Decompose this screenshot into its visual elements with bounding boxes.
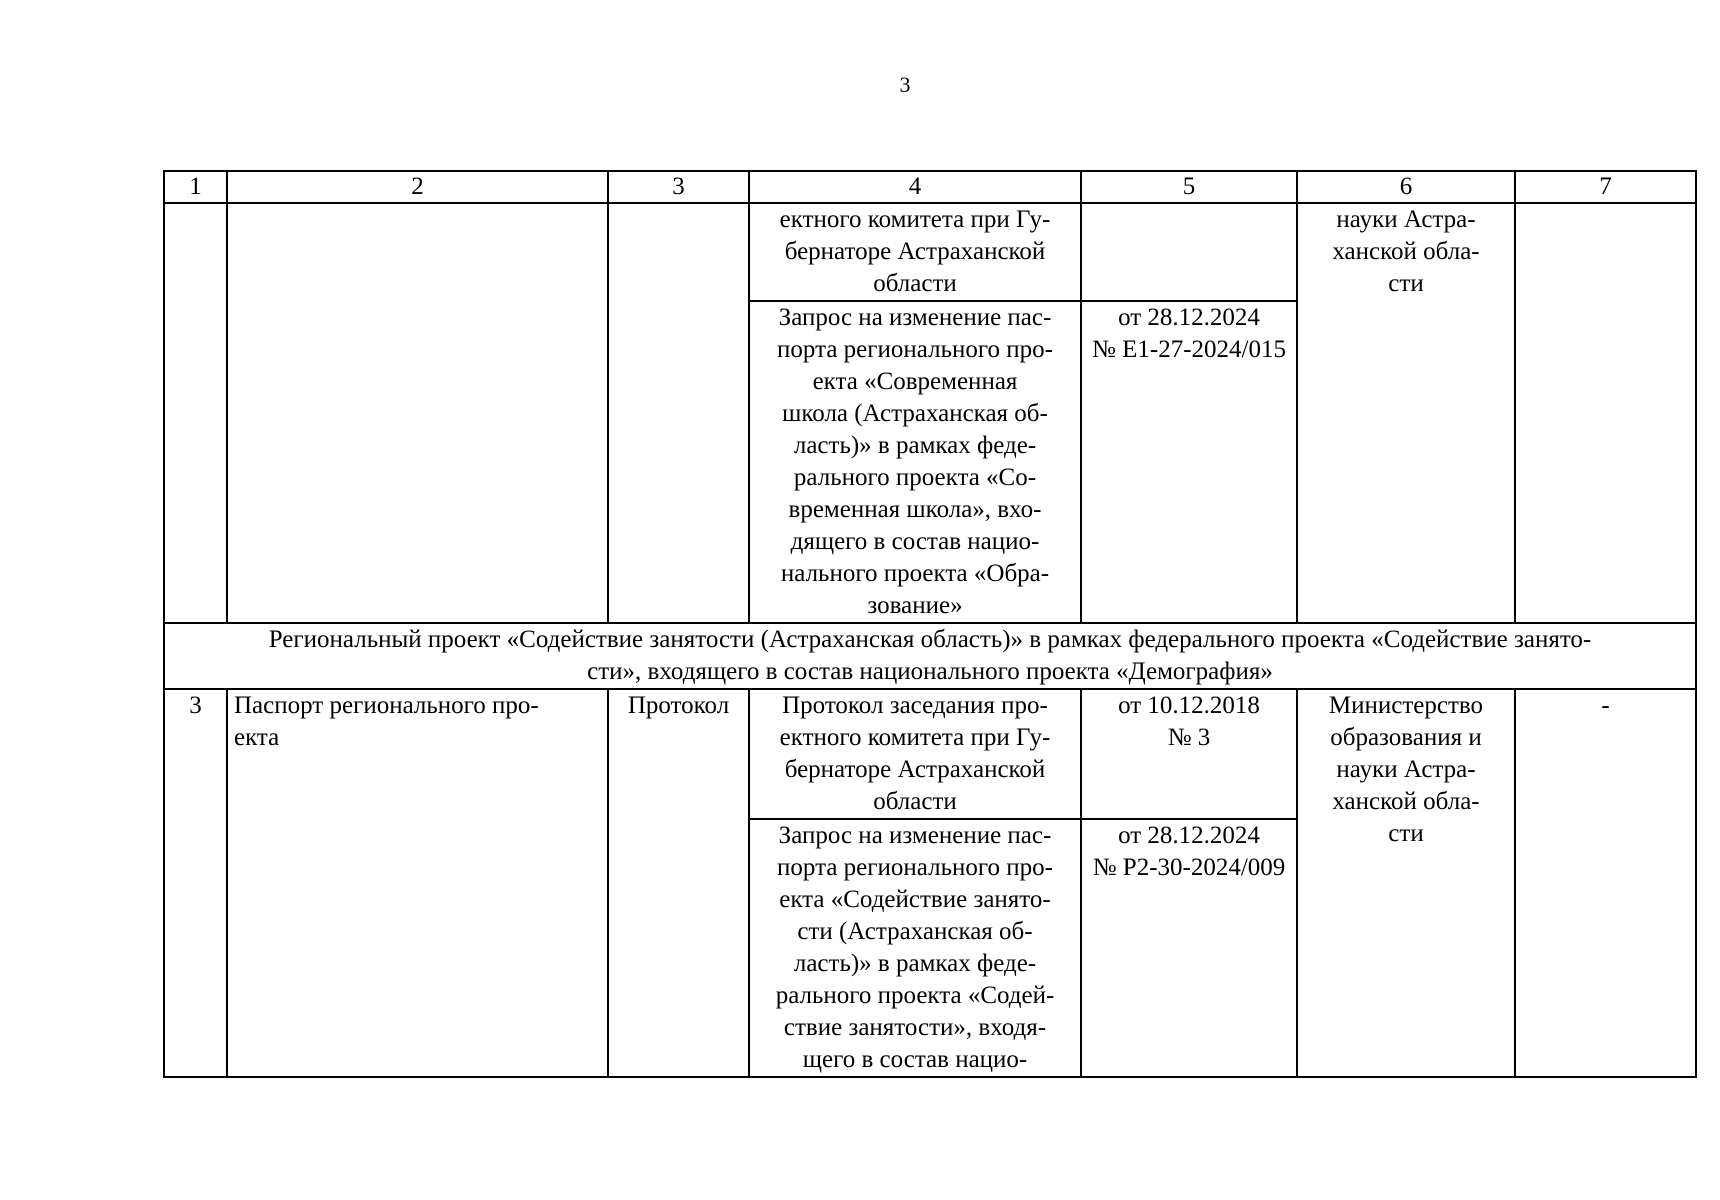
document-date: от 28.12.2024 № Е1-27-2024/015 [1081, 301, 1297, 623]
note-cell [1515, 203, 1696, 623]
authority-cell: Министерство образования и науки Астра- ханской обла- сти [1297, 689, 1515, 1077]
column-number: 2 [227, 171, 608, 203]
document-title: Протокол заседания про- ектного комитета при Гу- бернаторе Астраханской области [749, 689, 1081, 819]
document-title: Запрос на изменение пас- порта регионального про- екта «Содействие занято- сти (Астраханская об- ласть)» в рамках феде- рального проекта «Содей- ствие занятости», входя- щего в состав нацио- [749, 819, 1081, 1077]
column-number-row [164, 171, 1696, 203]
row-number: 3 [164, 689, 227, 1077]
row-name: Паспорт регионального про- екта [227, 689, 608, 1077]
section-heading-row [164, 623, 1696, 689]
column-number: 5 [1081, 171, 1297, 203]
document-date [1081, 203, 1297, 301]
row-name-cell [227, 203, 608, 623]
authority-cell: науки Астра- ханской обла- сти [1297, 203, 1515, 623]
note-cell: - [1515, 689, 1696, 1077]
registry-table [163, 170, 1697, 1078]
section-heading: Региональный проект «Содействие занятости (Астраханская область)» в рамках федерального проекта «Содействие занято- сти», входящего в состав национального проекта «Демография» [164, 623, 1696, 689]
row-number-cell [164, 203, 227, 623]
column-number: 4 [749, 171, 1081, 203]
document-title: ектного комитета при Гу- бернаторе Астраханской области [749, 203, 1081, 301]
document-title: Запрос на изменение пас- порта регионального про- екта «Современная школа (Астраханская об- ласть)» в рамках феде- рального проекта «Со- временная школа», вхо- дящего в состав нацио- нального проекта «Обра- зование» [749, 301, 1081, 623]
column-number: 6 [1297, 171, 1515, 203]
row-doc-type-cell [608, 203, 749, 623]
page-number: 3 [899, 72, 911, 97]
column-number: 7 [1515, 171, 1696, 203]
table-row [164, 203, 1696, 301]
table-row [164, 689, 1696, 819]
row-doc-type: Протокол [608, 689, 749, 1077]
column-number: 1 [164, 171, 227, 203]
document-date: от 28.12.2024 № Р2-30-2024/009 [1081, 819, 1297, 1077]
document-date: от 10.12.2018 № 3 [1081, 689, 1297, 819]
column-number: 3 [608, 171, 749, 203]
